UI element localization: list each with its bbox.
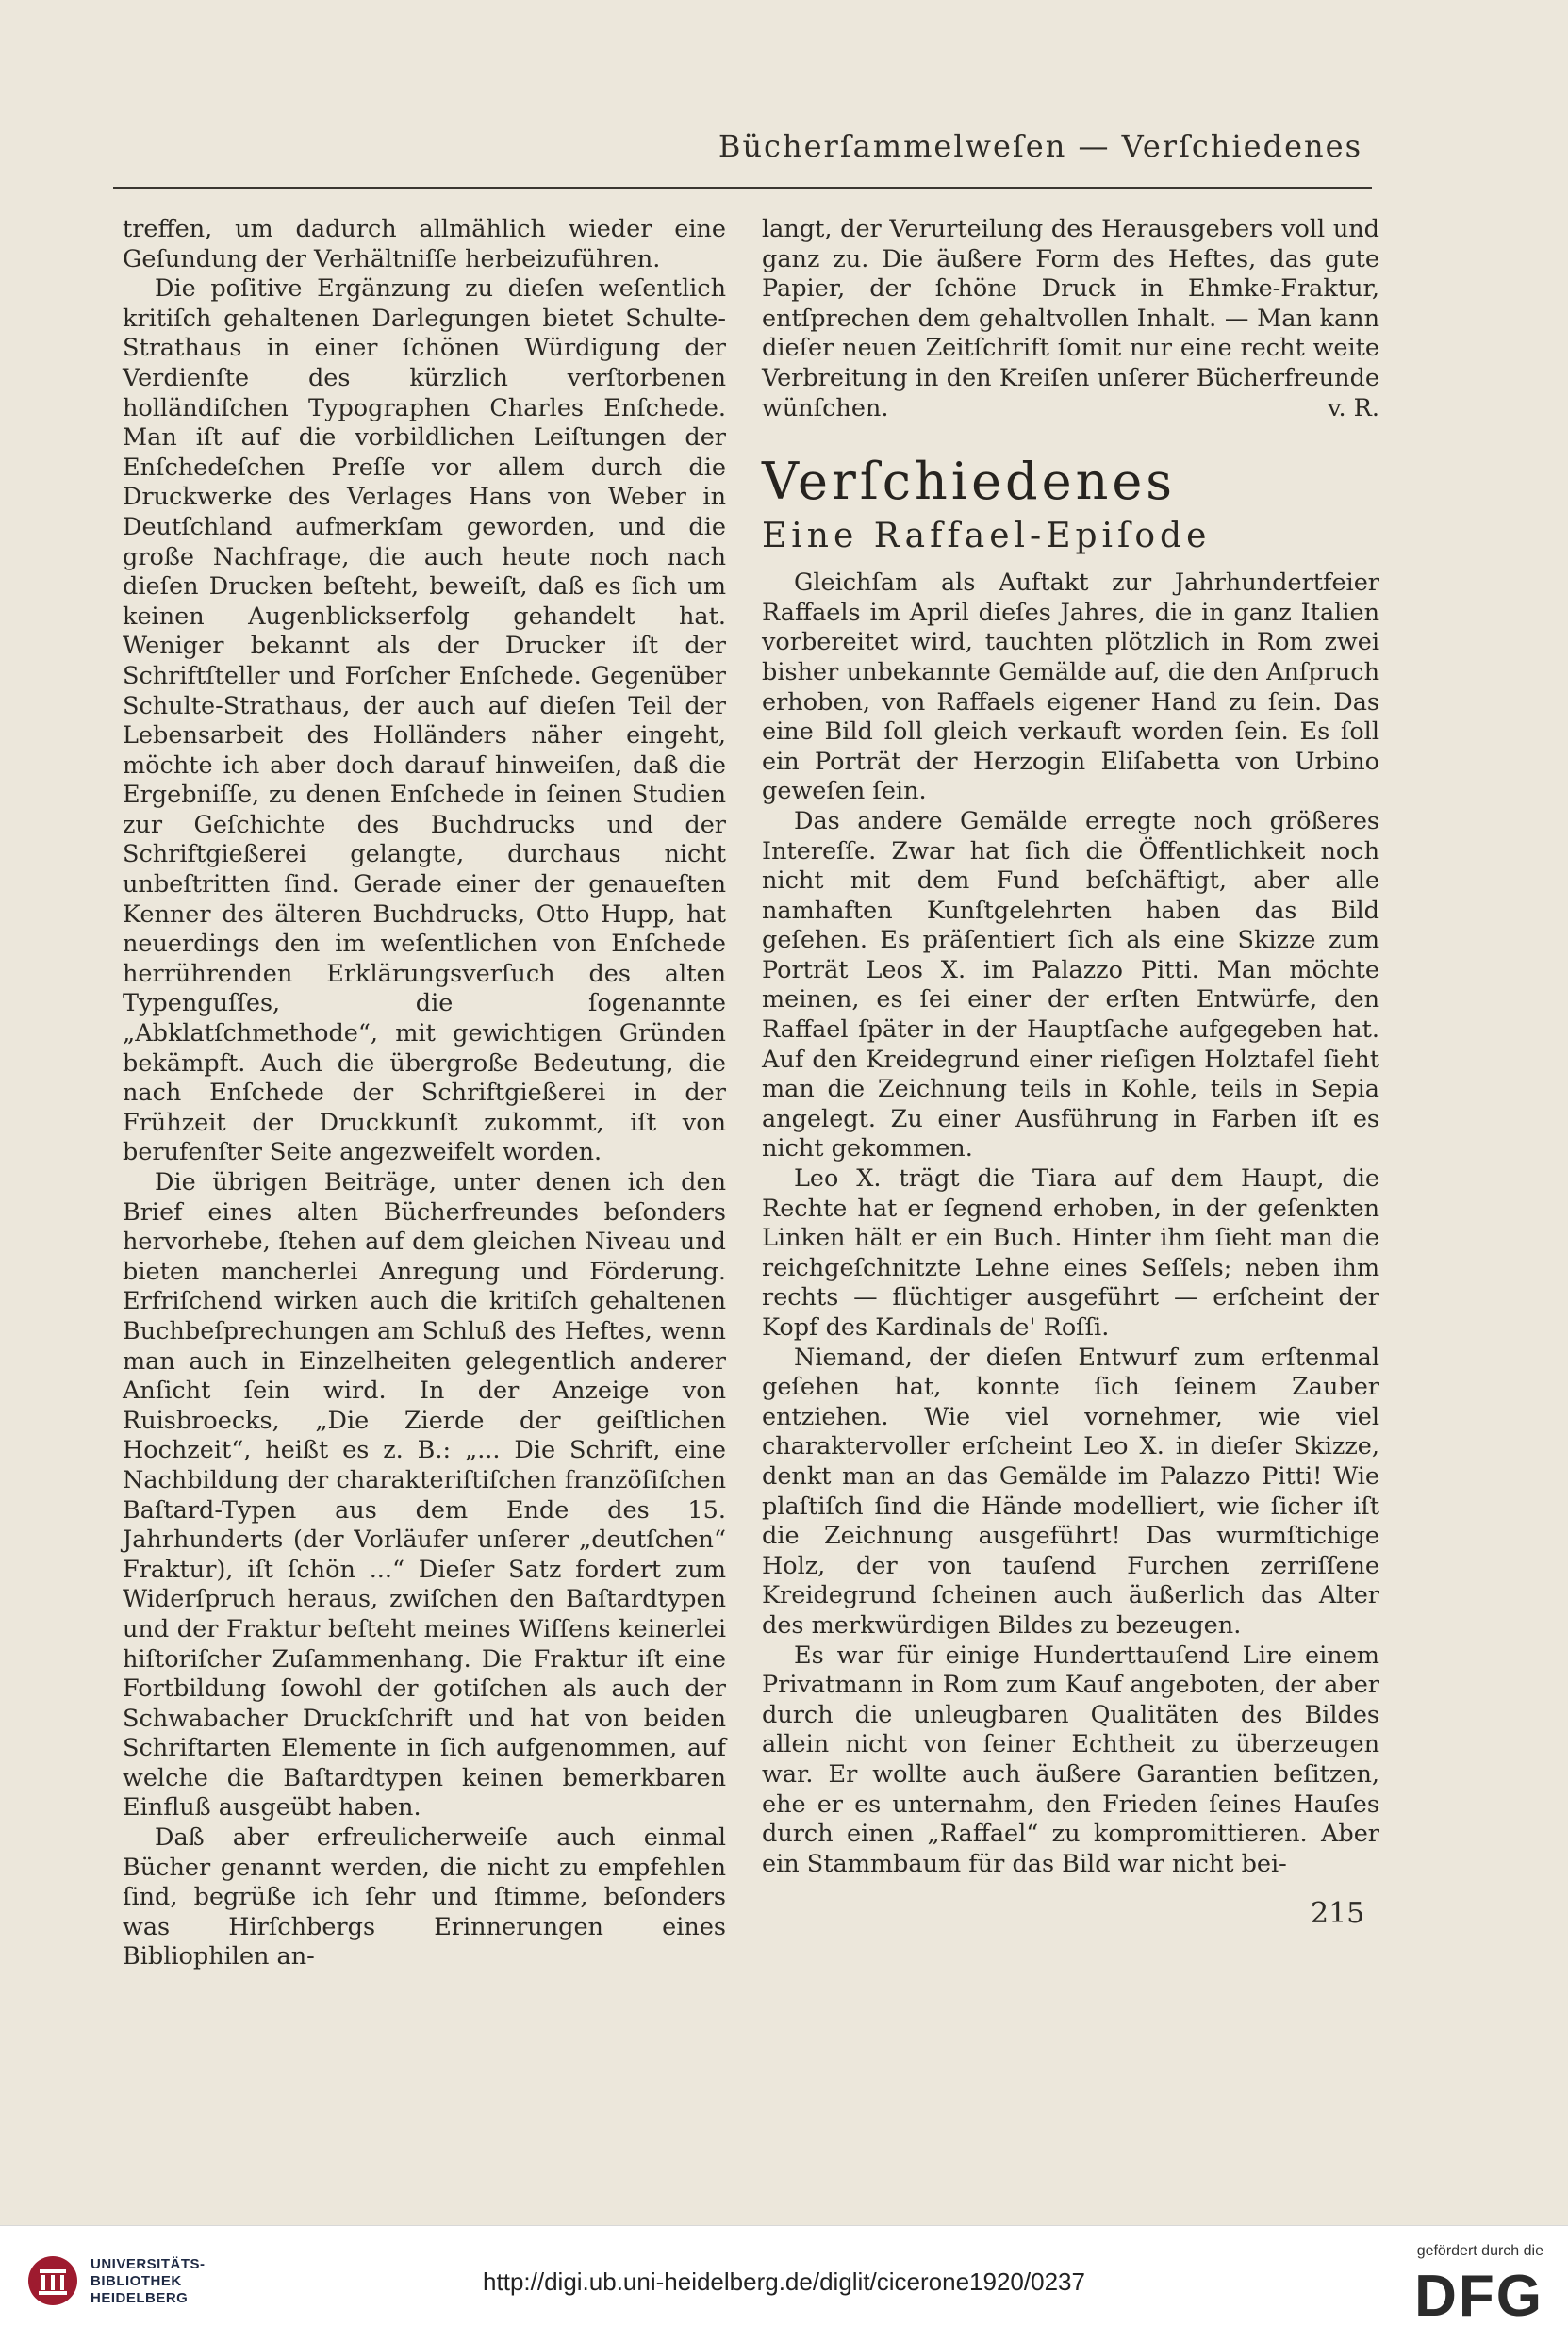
paragraph <box>762 215 1379 423</box>
right-column <box>762 215 1379 1879</box>
dfg-logo: DFG <box>1414 2264 1543 2329</box>
paragraph: Die übrigen Beiträge, unter denen ich den Brief eines alten Bücherfreundes beſonders hervorhebe, ſtehen auf dem gleichen Niveau und bieten mancherlei Anregung und Förderung. Erfriſchend wirken auch die kritiſch gehaltenen Buchbeſprechungen am Schluß des Heftes, wenn man auch in Einzelheiten gelegentlich anderer Anſicht ſein wird. In der Anzeige von Ruisbroecks, „Die Zierde der geiſtlichen Hochzeit“, heißt es z. B.: „... Die Schrift, eine Nachbildung der charakteriſtiſchen franzöſiſchen Baſtard-Typen aus dem Ende des 15. Jahrhunderts (der Vorläufer unſerer „deutſchen“ Fraktur), iſt ſchön ...“ Dieſer Satz fordert zum Widerſpruch heraus, zwiſchen den Baſtardtypen und der Fraktur beſteht meines Wiſſens keinerlei hiſtoriſcher Zuſammenhang. Die Fraktur iſt eine Fortbildung ſowohl der gotiſchen als auch der Schwabacher Druckſchrift und hat von beiden Schriftarten Elemente in ſich aufgenommen, auf welche die Baſtardtypen keinen bemerkbaren Einfluß ausgeübt haben. <box>123 1168 726 1822</box>
section-subtitle: Eine Raffael-Epiſode <box>762 517 1212 556</box>
library-name-line: BIBLIOTHEK <box>91 2273 182 2289</box>
page-url-link[interactable]: http://digi.ub.uni-heidelberg.de/diglit/cicerone1920/0237 <box>483 2268 1085 2296</box>
funding-note: gefördert durch die <box>1416 2243 1543 2259</box>
page-number: 215 <box>1311 1897 1365 1930</box>
paragraph: Die poſitive Ergänzung zu dieſen weſentlich kritiſch gehaltenen Darlegungen bietet Schulte-Strathaus in einer ſchönen Würdigung der Verdienſte des kürzlich verſtorbenen holländiſchen Typographen Charles Enſchede. Man iſt auf die vorbildlichen Leiſtungen der Enſchedeſchen Preſſe vor allem durch die Druckwerke des Verlages Hans von Weber in Deutſchland aufmerkſam geworden, und die große Nachfrage, die auch heute noch nach dieſen Drucken beſteht, beweiſt, daß es ſich um keinen Augenblickserfolg gehandelt hat. Weniger bekannt als der Drucker iſt der Schriftſteller und Forſcher Enſchede. Gegenüber Schulte-Strathaus, der auch auf dieſen Teil der Lebensarbeit des Holländers näher eingeht, möchte ich aber doch darauf hinweiſen, daß die Ergebniſſe, zu denen Enſchede in ſeinen Studien zur Geſchichte des Buchdrucks und der Schriftgießerei gelangte, durchaus nicht unbeſtritten ſind. Gerade einer der genaueſten Kenner des älteren Buchdrucks, Otto Hupp, hat neuerdings den im weſentlichen von Enſchede herrührenden Erklärungsverſuch des alten Typenguſſes, die ſogenannte „Abklatſchmethode“, mit gewichtigen Gründen bekämpft. Auch die übergroße Bedeutung, die nach Enſchede der Schriftgießerei in der Frühzeit der Druckkunſt zukommt, iſt von berufenſter Seite angezweifelt worden. <box>123 274 726 1167</box>
paragraph: Das andere Gemälde erregte noch größeres Intereſſe. Zwar hat ſich die Öffentlichkeit noch nicht mit dem Fund beſchäftigt, aber alle namhaften Kunſtgelehrten haben das Bild geſehen. Es präſentiert ſich als eine Skizze zum Porträt Leos X. im Palazzo Pitti. Man möchte meinen, es ſei einer der erſten Entwürfe, den Raffael ſpäter in der Hauptſache aufgegeben hat. Auf den Kreidegrund einer rieſigen Holztafel ſieht man die Zeichnung teils in Kohle, teils in Sepia angelegt. Zu einer Ausführung in Farben iſt es nicht gekommen. <box>762 806 1379 1163</box>
paragraph: Gleichſam als Auftakt zur Jahrhundertfeier Raffaels im April dieſes Jahres, die in ganz Italien vorbereitet wird, tauchten plötzlich in Rom zwei bisher unbekannte Gemälde auf, die den Anſpruch erhoben, von Raffaels eigener Hand zu ſein. Das eine Bild ſoll gleich verkauft worden ſein. Es ſoll ein Porträt der Herzogin Eliſabetta von Urbino geweſen ſein. <box>762 569 1379 806</box>
viewer-footer <box>0 2225 1568 2342</box>
library-name-line: UNIVERSITÄTS- <box>91 2256 206 2272</box>
running-head <box>113 121 1372 189</box>
paragraph: Daß aber erfreulicherweiſe auch einmal Bücher genannt werden, die nicht zu empfehlen ſind, begrüße ich ſehr und ſtimme, beſonders was Hirſchbergs Erinnerungen eines Bibliophilen an- <box>123 1823 726 1971</box>
paragraph: Es war für einige Hunderttauſend Lire einem Privatmann in Rom zum Kauf angeboten, der aber durch die unleugbaren Qualitäten des Bildes allein nicht von ſeiner Echtheit zu überzeugen war. Er wollte auch äußere Garantien beſitzen, ehe er es unternahm, den Frieden ſeines Hauſes durch einen „Raffael“ zu kompromittieren. Aber ein Stammbaum für das Bild war nicht bei- <box>762 1641 1379 1878</box>
section-title: Verſchiedenes <box>762 452 1177 512</box>
running-title: Bücherſammelweſen — Verſchiedenes <box>718 128 1362 164</box>
paragraph: Niemand, der dieſen Entwurf zum erſtenmal geſehen hat, konnte ſich ſeinem Zauber entziehen. Wie viel vornehmer, wie viel charaktervoller erſcheint Leo X. in dieſer Skizze, denkt man an das Gemälde im Palazzo Pitti! Wie plaſtiſch ſind die Hände modelliert, wie ſicher iſt die Zeichnung ausgeführt! Das wurmſtichige Holz, der von tauſend Furchen zerriſſene Kreidegrund ſcheinen auch äußerlich das Alter des merkwürdigen Bildes zu bezeugen. <box>762 1343 1379 1640</box>
paragraph: treffen, um dadurch allmählich wieder eine Geſundung der Verhältniſſe herbeizuführen. <box>123 215 726 273</box>
author-signature: v. R. <box>1328 393 1379 422</box>
left-column <box>123 215 726 1972</box>
library-name-line: HEIDELBERG <box>91 2290 189 2306</box>
paragraph: Leo X. trägt die Tiara auf dem Haupt, die Rechte hat er ſegnend erhoben, in der geſenkten Linken hält er ein Buch. Hinter ihm ſieht man die reichgeſchnitzte Lehne eines Seſſels; neben ihm rechts — flüchtiger ausgeführt — erſcheint der Kopf des Kardinals de' Roſſi. <box>762 1164 1379 1342</box>
continuation-text: langt, der Verurteilung des Herausgebers voll und ganz zu. Die äußere Form des Heftes, das gute Papier, der ſchöne Druck in Ehmke-Fraktur, entſprechen dem gehaltvollen Inhalt. — Man kann dieſer neuen Zeitſchrift ſomit nur eine recht weite Verbreitung in den Kreiſen unſerer Bücherfreunde wünſchen. <box>762 215 1379 422</box>
